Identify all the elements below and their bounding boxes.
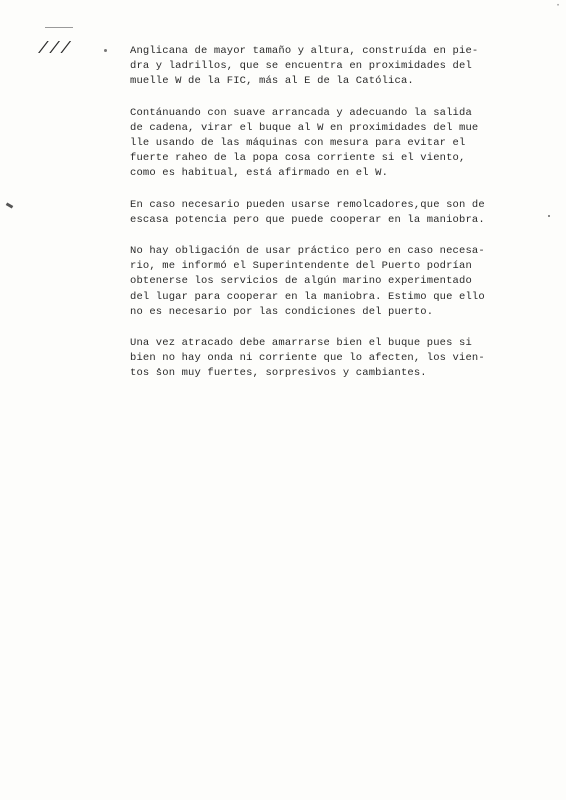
bullet-dot (104, 49, 107, 52)
paragraph (130, 44, 548, 90)
text-line: Una vez atracado debe amarrarse bien el buque pues si (130, 337, 472, 350)
text-line: Anglicana de mayor tamaño y altura, construída en pie- (130, 45, 479, 57)
text-line: dra y ladrillos, que se encuentra en proximidades del (130, 60, 472, 73)
text-line: En caso necesario pueden usarse remolcadores,que son de (130, 198, 485, 211)
body-text (130, 44, 548, 398)
paragraph (130, 106, 548, 182)
top-dash-mark (45, 27, 73, 28)
side-mark (6, 202, 14, 208)
margin-mark: /// (38, 40, 72, 59)
text-line: muelle W de la FIC, más al E de la Católica. (130, 75, 414, 88)
text-line: de cadena, virar el buque al W en proximidades del mue (130, 121, 479, 134)
speck (548, 215, 550, 217)
text-line: escasa potencia pero que puede cooperar en la maniobra. (130, 213, 485, 226)
paragraph (130, 198, 548, 228)
text-line: fuerte raheo de la popa cosa corriente si el viento, (130, 152, 466, 165)
paragraph (130, 336, 548, 382)
text-line: como es habitual, está afirmado en el W. (130, 167, 389, 180)
text-line: no es necesario por las condiciones del puerto. (130, 305, 434, 318)
text-line: del lugar para cooperar en la maniobra. Estimo que ello (130, 290, 485, 303)
paragraph (130, 244, 548, 320)
text-line: obtenerse los servicios de algún marino experimentado (130, 275, 472, 288)
text-line: tos son muy fuertes, sorpresivos y cambiantes. (130, 367, 427, 380)
text-line: No hay obligación de usar práctico pero en caso necesa- (130, 245, 485, 258)
text-line: lle usando de las máquinas con mesura para evitar el (130, 137, 466, 150)
corner-mark: · (556, 0, 560, 12)
text-line: rio, me informó el Superintendente del Puerto podrían (130, 260, 472, 273)
text-line: Contánuando con suave arrancada y adecuando la salida (130, 106, 472, 119)
text-line: bien no hay onda ni corriente que lo afecten, los vien- (130, 352, 485, 365)
